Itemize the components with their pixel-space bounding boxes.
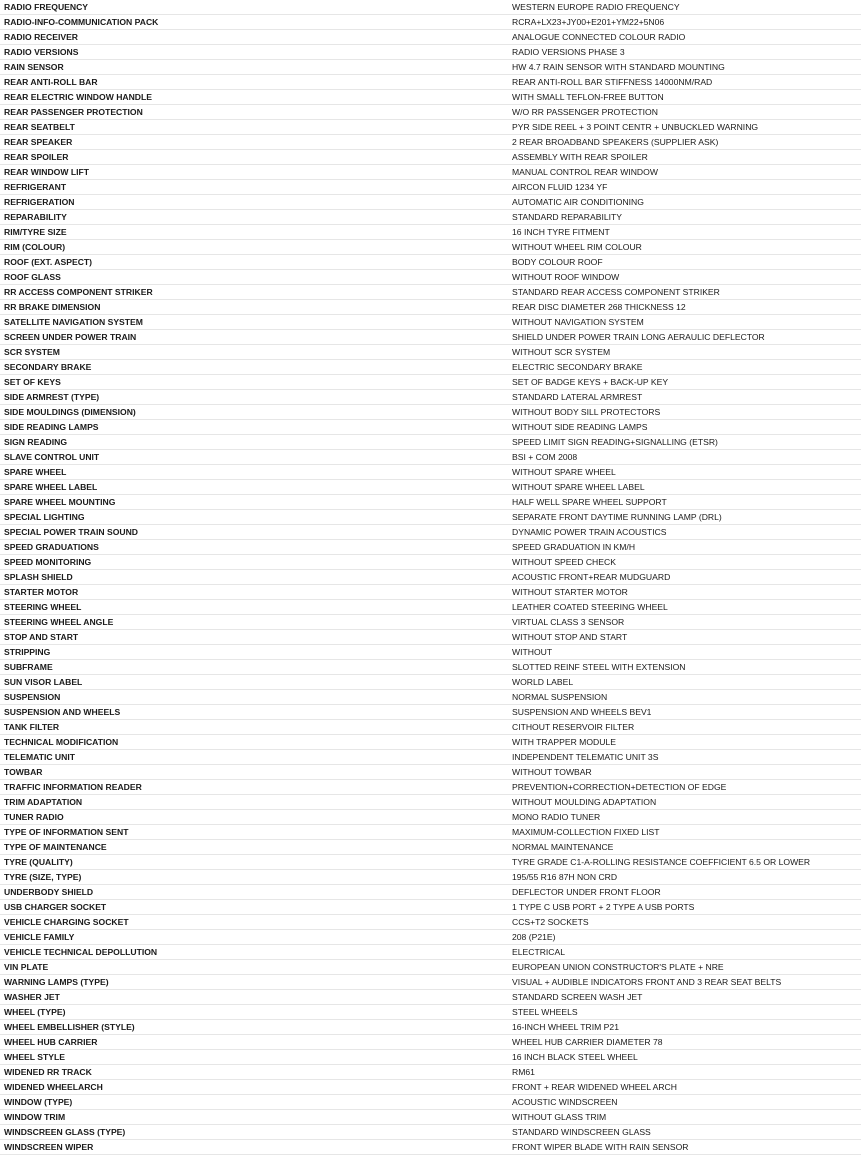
table-row bbox=[0, 60, 861, 75]
spec-value: WITHOUT STARTER MOTOR bbox=[512, 587, 628, 597]
table-row bbox=[0, 750, 861, 765]
spec-key: REFRIGERANT bbox=[4, 182, 67, 192]
spec-value: ASSEMBLY WITH REAR SPOILER bbox=[512, 152, 648, 162]
spec-value: ELECTRIC SECONDARY BRAKE bbox=[512, 362, 643, 372]
spec-value: WITHOUT SPARE WHEEL bbox=[512, 467, 616, 477]
table-row bbox=[0, 90, 861, 105]
spec-value: FRONT + REAR WIDENED WHEEL ARCH bbox=[512, 1082, 677, 1092]
spec-value: WITHOUT SPEED CHECK bbox=[512, 557, 616, 567]
table-row bbox=[0, 1125, 861, 1140]
spec-key: TUNER RADIO bbox=[4, 812, 64, 822]
spec-key: STRIPPING bbox=[4, 647, 51, 657]
spec-value: STANDARD REAR ACCESS COMPONENT STRIKER bbox=[512, 287, 720, 297]
table-row bbox=[0, 450, 861, 465]
spec-value: MANUAL CONTROL REAR WINDOW bbox=[512, 167, 658, 177]
table-row bbox=[0, 120, 861, 135]
table-row bbox=[0, 540, 861, 555]
spec-value: WITHOUT GLASS TRIM bbox=[512, 1112, 607, 1122]
table-row bbox=[0, 1005, 861, 1020]
spec-key: SATELLITE NAVIGATION SYSTEM bbox=[4, 317, 143, 327]
table-row bbox=[0, 765, 861, 780]
spec-key: WHEEL EMBELLISHER (STYLE) bbox=[4, 1022, 135, 1032]
table-row bbox=[0, 1080, 861, 1095]
spec-key: SPECIAL POWER TRAIN SOUND bbox=[4, 527, 139, 537]
spec-key: TELEMATIC UNIT bbox=[4, 752, 75, 762]
spec-key: SPARE WHEEL bbox=[4, 467, 67, 477]
table-row bbox=[0, 705, 861, 720]
table-row bbox=[0, 210, 861, 225]
table-row bbox=[0, 300, 861, 315]
spec-value: ELECTRICAL bbox=[512, 947, 566, 957]
spec-value: RADIO VERSIONS PHASE 3 bbox=[512, 47, 625, 57]
table-row bbox=[0, 195, 861, 210]
spec-value: NORMAL SUSPENSION bbox=[512, 692, 608, 702]
table-row bbox=[0, 810, 861, 825]
spec-key: SPLASH SHIELD bbox=[4, 572, 73, 582]
table-row bbox=[0, 270, 861, 285]
spec-value: WITHOUT TOWBAR bbox=[512, 767, 592, 777]
spec-key: REAR ANTI-ROLL BAR bbox=[4, 77, 98, 87]
table-row bbox=[0, 345, 861, 360]
spec-key: RAIN SENSOR bbox=[4, 62, 64, 72]
spec-key: SUSPENSION bbox=[4, 692, 61, 702]
table-row bbox=[0, 630, 861, 645]
spec-value: 2 REAR BROADBAND SPEAKERS (SUPPLIER ASK) bbox=[512, 137, 719, 147]
spec-key: WHEEL HUB CARRIER bbox=[4, 1037, 98, 1047]
table-row bbox=[0, 930, 861, 945]
table-row bbox=[0, 255, 861, 270]
spec-value: DYNAMIC POWER TRAIN ACOUSTICS bbox=[512, 527, 667, 537]
spec-key: SIDE READING LAMPS bbox=[4, 422, 99, 432]
spec-key: WINDSCREEN WIPER bbox=[4, 1142, 94, 1152]
spec-key: SLAVE CONTROL UNIT bbox=[4, 452, 100, 462]
table-row bbox=[0, 390, 861, 405]
spec-value: STEEL WHEELS bbox=[512, 1007, 578, 1017]
spec-key: RIM/TYRE SIZE bbox=[4, 227, 67, 237]
spec-key: WIDENED WHEELARCH bbox=[4, 1082, 103, 1092]
spec-key: REAR WINDOW LIFT bbox=[4, 167, 89, 177]
spec-key: REAR SEATBELT bbox=[4, 122, 75, 132]
spec-value: FRONT WIPER BLADE WITH RAIN SENSOR bbox=[512, 1142, 689, 1152]
spec-key: UNDERBODY SHIELD bbox=[4, 887, 94, 897]
table-row bbox=[0, 900, 861, 915]
table-row bbox=[0, 735, 861, 750]
table-row bbox=[0, 945, 861, 960]
spec-key: STEERING WHEEL ANGLE bbox=[4, 617, 114, 627]
table-row bbox=[0, 870, 861, 885]
spec-value: HW 4.7 RAIN SENSOR WITH STANDARD MOUNTING bbox=[512, 62, 725, 72]
spec-key: ROOF (EXT. ASPECT) bbox=[4, 257, 93, 267]
spec-value: 1 TYPE C USB PORT + 2 TYPE A USB PORTS bbox=[512, 902, 695, 912]
table-row bbox=[0, 1140, 861, 1155]
spec-key: TOWBAR bbox=[4, 767, 43, 777]
spec-value: STANDARD SCREEN WASH JET bbox=[512, 992, 643, 1002]
spec-value: PREVENTION+CORRECTION+DETECTION OF EDGE bbox=[512, 782, 727, 792]
table-row bbox=[0, 30, 861, 45]
spec-value: TYRE GRADE C1-A-ROLLING RESISTANCE COEFFICIENT 6.5 OR LOWER bbox=[512, 857, 811, 867]
spec-value: VISUAL + AUDIBLE INDICATORS FRONT AND 3 REAR SEAT BELTS bbox=[512, 977, 782, 987]
table-row bbox=[0, 585, 861, 600]
spec-value: MAXIMUM-COLLECTION FIXED LIST bbox=[512, 827, 660, 837]
spec-key: TYPE OF INFORMATION SENT bbox=[4, 827, 129, 837]
table-row bbox=[0, 480, 861, 495]
spec-value: REAR ANTI-ROLL BAR STIFFNESS 14000NM/RAD bbox=[512, 77, 713, 87]
table-row bbox=[0, 525, 861, 540]
table-row bbox=[0, 600, 861, 615]
spec-value: 208 (P21E) bbox=[512, 932, 556, 942]
spec-value: AUTOMATIC AIR CONDITIONING bbox=[512, 197, 644, 207]
table-row bbox=[0, 1035, 861, 1050]
spec-value: PYR SIDE REEL + 3 POINT CENTR + UNBUCKLED WARNING bbox=[512, 122, 759, 132]
table-row bbox=[0, 780, 861, 795]
spec-key: REFRIGERATION bbox=[4, 197, 75, 207]
table-row bbox=[0, 840, 861, 855]
table-row bbox=[0, 825, 861, 840]
table-row bbox=[0, 105, 861, 120]
spec-key: WIDENED RR TRACK bbox=[4, 1067, 92, 1077]
spec-value: BSI + COM 2008 bbox=[512, 452, 578, 462]
table-row bbox=[0, 975, 861, 990]
table-row bbox=[0, 570, 861, 585]
table-row bbox=[0, 0, 861, 15]
spec-key: USB CHARGER SOCKET bbox=[4, 902, 107, 912]
spec-key: TANK FILTER bbox=[4, 722, 60, 732]
table-row bbox=[0, 150, 861, 165]
spec-value: WITHOUT BODY SILL PROTECTORS bbox=[512, 407, 661, 417]
table-row bbox=[0, 240, 861, 255]
spec-key: WHEEL STYLE bbox=[4, 1052, 65, 1062]
spec-key: SIDE MOULDINGS (DIMENSION) bbox=[4, 407, 136, 417]
table-row bbox=[0, 435, 861, 450]
spec-value: WITH SMALL TEFLON-FREE BUTTON bbox=[512, 92, 664, 102]
spec-value: SPEED LIMIT SIGN READING+SIGNALLING (ETSR) bbox=[512, 437, 718, 447]
spec-key: SUN VISOR LABEL bbox=[4, 677, 83, 687]
spec-value: DEFLECTOR UNDER FRONT FLOOR bbox=[512, 887, 661, 897]
spec-value: WITHOUT STOP AND START bbox=[512, 632, 628, 642]
table-row bbox=[0, 465, 861, 480]
spec-value: AIRCON FLUID 1234 YF bbox=[512, 182, 608, 192]
spec-key: SIDE ARMREST (TYPE) bbox=[4, 392, 100, 402]
spec-value: W/O RR PASSENGER PROTECTION bbox=[512, 107, 658, 117]
spec-key: SUBFRAME bbox=[4, 662, 53, 672]
spec-key: WHEEL (TYPE) bbox=[4, 1007, 66, 1017]
spec-key: STOP AND START bbox=[4, 632, 79, 642]
spec-value: STANDARD REPARABILITY bbox=[512, 212, 622, 222]
spec-value: SPEED GRADUATION IN KM/H bbox=[512, 542, 636, 552]
spec-key: RADIO FREQUENCY bbox=[4, 2, 89, 12]
spec-key: WARNING LAMPS (TYPE) bbox=[4, 977, 109, 987]
spec-value: WHEEL HUB CARRIER DIAMETER 78 bbox=[512, 1037, 663, 1047]
spec-key: RR ACCESS COMPONENT STRIKER bbox=[4, 287, 153, 297]
spec-key: VIN PLATE bbox=[4, 962, 49, 972]
spec-value: 16 INCH BLACK STEEL WHEEL bbox=[512, 1052, 638, 1062]
table-row bbox=[0, 285, 861, 300]
spec-key: TECHNICAL MODIFICATION bbox=[4, 737, 119, 747]
spec-value: WORLD LABEL bbox=[512, 677, 574, 687]
spec-value: WITHOUT SPARE WHEEL LABEL bbox=[512, 482, 645, 492]
table-row bbox=[0, 45, 861, 60]
spec-value: BODY COLOUR ROOF bbox=[512, 257, 603, 267]
table-row bbox=[0, 375, 861, 390]
spec-key: RADIO-INFO-COMMUNICATION PACK bbox=[4, 17, 159, 27]
spec-key: SCR SYSTEM bbox=[4, 347, 60, 357]
spec-key: TRAFFIC INFORMATION READER bbox=[4, 782, 142, 792]
table-row bbox=[0, 660, 861, 675]
spec-key: WASHER JET bbox=[4, 992, 60, 1002]
table-row bbox=[0, 420, 861, 435]
spec-key: REAR SPEAKER bbox=[4, 137, 73, 147]
spec-value: 16-INCH WHEEL TRIM P21 bbox=[512, 1022, 619, 1032]
spec-key: REAR SPOILER bbox=[4, 152, 69, 162]
spec-value: SET OF BADGE KEYS + BACK-UP KEY bbox=[512, 377, 669, 387]
spec-value: RCRA+LX23+JY00+E201+YM22+5N06 bbox=[512, 17, 665, 27]
spec-key: TYRE (SIZE, TYPE) bbox=[4, 872, 82, 882]
spec-key: VEHICLE CHARGING SOCKET bbox=[4, 917, 129, 927]
spec-key: SPECIAL LIGHTING bbox=[4, 512, 85, 522]
spec-value: SEPARATE FRONT DAYTIME RUNNING LAMP (DRL) bbox=[512, 512, 722, 522]
spec-key: SUSPENSION AND WHEELS bbox=[4, 707, 121, 717]
spec-value: ANALOGUE CONNECTED COLOUR RADIO bbox=[512, 32, 686, 42]
spec-value: SLOTTED REINF STEEL WITH EXTENSION bbox=[512, 662, 686, 672]
spec-value: CCS+T2 SOCKETS bbox=[512, 917, 589, 927]
spec-value: 195/55 R16 87H NON CRD bbox=[512, 872, 618, 882]
spec-key: SPEED MONITORING bbox=[4, 557, 92, 567]
table-row bbox=[0, 510, 861, 525]
spec-value: INDEPENDENT TELEMATIC UNIT 3S bbox=[512, 752, 659, 762]
spec-key: STARTER MOTOR bbox=[4, 587, 79, 597]
table-row bbox=[0, 1065, 861, 1080]
table-row bbox=[0, 1050, 861, 1065]
spec-value: SHIELD UNDER POWER TRAIN LONG AERAULIC DEFLECTOR bbox=[512, 332, 765, 342]
spec-key: TYRE (QUALITY) bbox=[4, 857, 73, 867]
table-row bbox=[0, 690, 861, 705]
spec-value: MONO RADIO TUNER bbox=[512, 812, 601, 822]
spec-value: ACOUSTIC FRONT+REAR MUDGUARD bbox=[512, 572, 671, 582]
spec-value: 16 INCH TYRE FITMENT bbox=[512, 227, 610, 237]
table-row bbox=[0, 135, 861, 150]
table-row bbox=[0, 330, 861, 345]
spec-value: RM61 bbox=[512, 1067, 535, 1077]
spec-key: VEHICLE TECHNICAL DEPOLLUTION bbox=[4, 947, 158, 957]
spec-key: SPARE WHEEL LABEL bbox=[4, 482, 98, 492]
table-row bbox=[0, 615, 861, 630]
spec-value: WITHOUT bbox=[512, 647, 553, 657]
spec-key: SPEED GRADUATIONS bbox=[4, 542, 99, 552]
spec-value: WITHOUT ROOF WINDOW bbox=[512, 272, 620, 282]
table-row bbox=[0, 885, 861, 900]
spec-key: VEHICLE FAMILY bbox=[4, 932, 75, 942]
table-row bbox=[0, 1020, 861, 1035]
table-row bbox=[0, 720, 861, 735]
table-row bbox=[0, 855, 861, 870]
spec-value: CITHOUT RESERVOIR FILTER bbox=[512, 722, 635, 732]
spec-value: REAR DISC DIAMETER 268 THICKNESS 12 bbox=[512, 302, 686, 312]
spec-value: WITHOUT WHEEL RIM COLOUR bbox=[512, 242, 642, 252]
spec-key: SPARE WHEEL MOUNTING bbox=[4, 497, 116, 507]
spec-value: LEATHER COATED STEERING WHEEL bbox=[512, 602, 668, 612]
spec-value: WITHOUT NAVIGATION SYSTEM bbox=[512, 317, 644, 327]
table-row bbox=[0, 225, 861, 240]
spec-value: STANDARD LATERAL ARMREST bbox=[512, 392, 643, 402]
spec-value: STANDARD WINDSCREEN GLASS bbox=[512, 1127, 651, 1137]
table-row bbox=[0, 165, 861, 180]
spec-key: REPARABILITY bbox=[4, 212, 67, 222]
spec-key: RIM (COLOUR) bbox=[4, 242, 66, 252]
spec-value: HALF WELL SPARE WHEEL SUPPORT bbox=[512, 497, 667, 507]
spec-key: TYPE OF MAINTENANCE bbox=[4, 842, 107, 852]
table-row bbox=[0, 315, 861, 330]
table-row bbox=[0, 555, 861, 570]
spec-value: WITHOUT SIDE READING LAMPS bbox=[512, 422, 648, 432]
spec-value: VIRTUAL CLASS 3 SENSOR bbox=[512, 617, 625, 627]
spec-key: SECONDARY BRAKE bbox=[4, 362, 92, 372]
spec-value: WESTERN EUROPE RADIO FREQUENCY bbox=[512, 2, 680, 12]
table-row bbox=[0, 795, 861, 810]
table-row bbox=[0, 405, 861, 420]
spec-key: REAR ELECTRIC WINDOW HANDLE bbox=[4, 92, 152, 102]
spec-value: WITHOUT MOULDING ADAPTATION bbox=[512, 797, 657, 807]
spec-value: ACOUSTIC WINDSCREEN bbox=[512, 1097, 618, 1107]
table-row bbox=[0, 15, 861, 30]
spec-key: TRIM ADAPTATION bbox=[4, 797, 83, 807]
spec-key: RADIO VERSIONS bbox=[4, 47, 79, 57]
spec-value: WITH TRAPPER MODULE bbox=[512, 737, 616, 747]
spec-key: WINDOW (TYPE) bbox=[4, 1097, 73, 1107]
table-row bbox=[0, 75, 861, 90]
spec-key: SCREEN UNDER POWER TRAIN bbox=[4, 332, 137, 342]
table-row bbox=[0, 915, 861, 930]
spec-key: ROOF GLASS bbox=[4, 272, 61, 282]
spec-value: WITHOUT SCR SYSTEM bbox=[512, 347, 611, 357]
spec-key: WINDOW TRIM bbox=[4, 1112, 66, 1122]
table-row bbox=[0, 1095, 861, 1110]
spec-value: SUSPENSION AND WHEELS BEV1 bbox=[512, 707, 652, 717]
spec-key: SET OF KEYS bbox=[4, 377, 61, 387]
table-row bbox=[0, 645, 861, 660]
spec-value: NORMAL MAINTENANCE bbox=[512, 842, 614, 852]
spec-key: RR BRAKE DIMENSION bbox=[4, 302, 101, 312]
spec-key: RADIO RECEIVER bbox=[4, 32, 79, 42]
spec-key: WINDSCREEN GLASS (TYPE) bbox=[4, 1127, 126, 1137]
table-row bbox=[0, 180, 861, 195]
table-row bbox=[0, 675, 861, 690]
table-row bbox=[0, 960, 861, 975]
spec-key: STEERING WHEEL bbox=[4, 602, 82, 612]
table-row bbox=[0, 1110, 861, 1125]
table-row bbox=[0, 990, 861, 1005]
spec-value: EUROPEAN UNION CONSTRUCTOR'S PLATE + NRE bbox=[512, 962, 724, 972]
table-row bbox=[0, 495, 861, 510]
spec-key: REAR PASSENGER PROTECTION bbox=[4, 107, 143, 117]
spec-key: SIGN READING bbox=[4, 437, 68, 447]
table-row bbox=[0, 360, 861, 375]
